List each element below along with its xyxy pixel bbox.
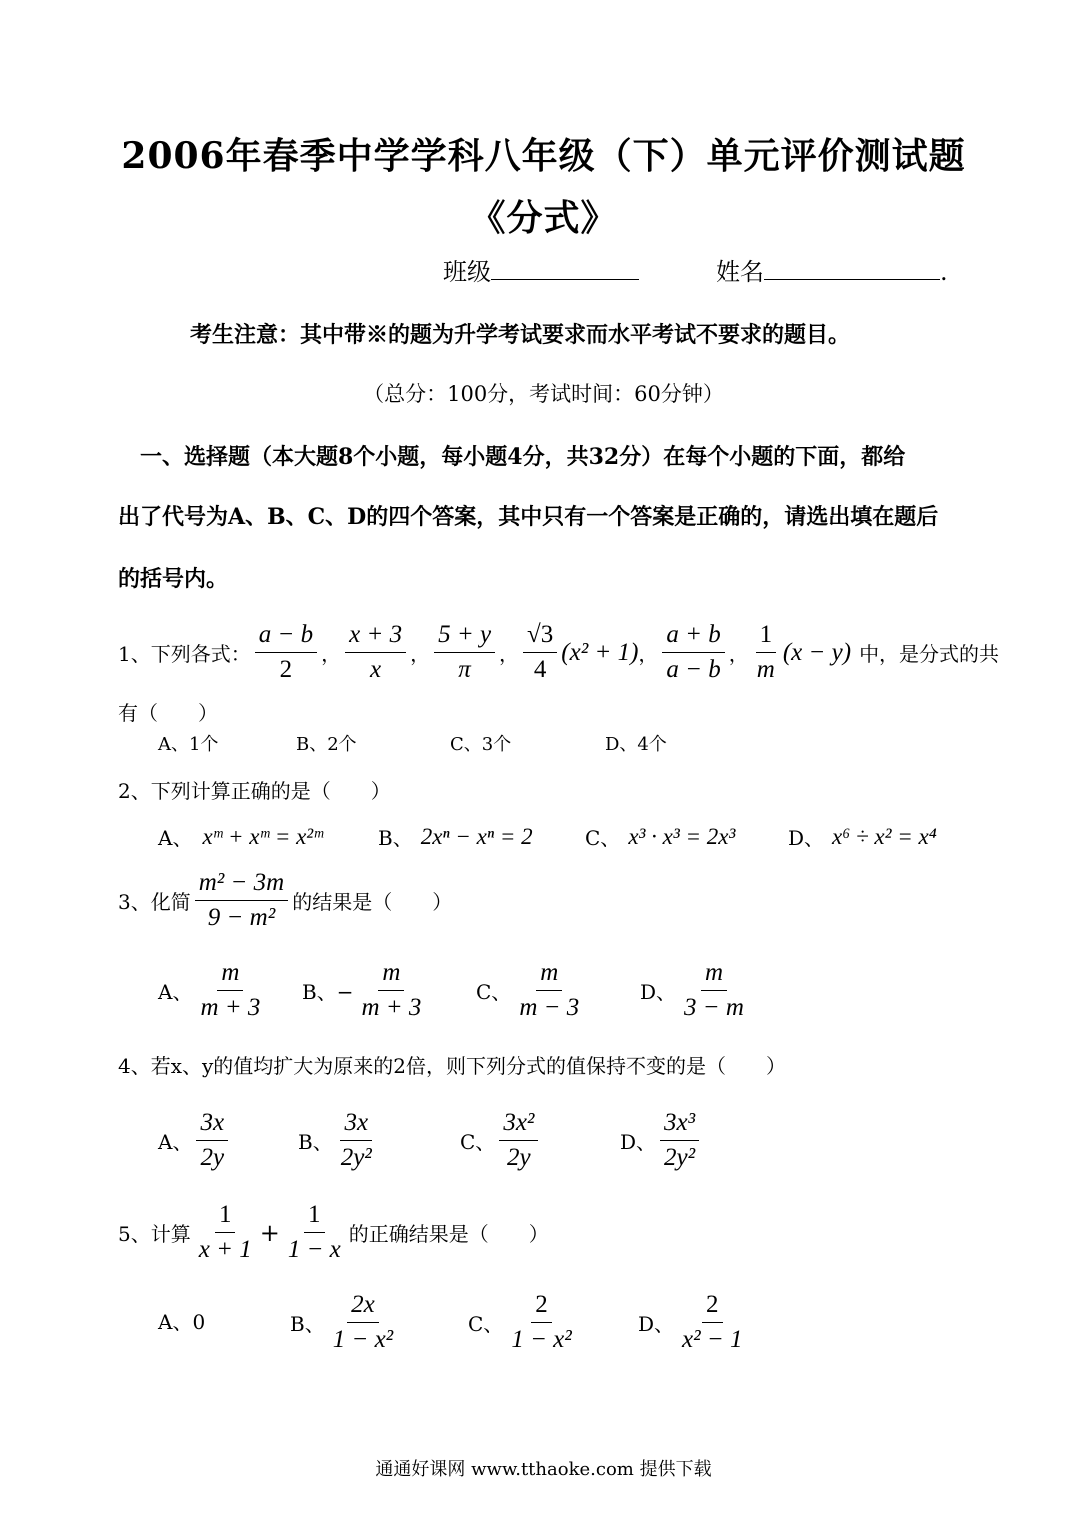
q3-c-num: m (536, 958, 562, 991)
q1-f6-num: 1 (756, 620, 777, 653)
q4-lead: 4、若x、y的值均扩大为原来的2倍，则下列分式的值保持不变的是（ ） (118, 1054, 787, 1078)
q1-f3-den: π (458, 656, 471, 683)
name-label: 姓名 (716, 258, 764, 286)
q1-fraction-1 (255, 620, 317, 685)
q5-tail: 的正确结果是（ ） (348, 1222, 549, 1246)
q4-d-num: 3x³ (660, 1108, 699, 1141)
q3-option-c (476, 958, 587, 1023)
q3-fraction (195, 868, 288, 933)
q4-c-fraction (499, 1108, 538, 1173)
q3-a-label: A、 (158, 980, 193, 1004)
q1-fraction-4 (523, 620, 557, 685)
q1-lead: 1、下列各式： (118, 642, 251, 666)
section1-line3: 的括号内。 (118, 566, 229, 592)
q5-option-a: A、0 (158, 1310, 206, 1334)
exam-notice: 考生注意：其中带※的题为升学考试要求而水平考试不要求的题目。 (190, 322, 851, 348)
q1-f4-tail: (x² + 1) (561, 638, 639, 666)
page-title: 2006年春季中学学科八年级（下）单元评价测试题 (121, 135, 966, 177)
q2-d-label: D、 (788, 826, 825, 850)
q1-option-d: D、4个 (605, 734, 667, 755)
q5-d-fraction (678, 1290, 746, 1355)
q1-f4-num: √3 (523, 620, 557, 653)
q5-option-d (638, 1290, 751, 1355)
q2-b-expr: 2xⁿ − xⁿ = 2 (420, 823, 533, 849)
q1-f2-num: x + 3 (345, 620, 406, 653)
q5-plus: + (259, 1218, 280, 1247)
q3-c-label: C、 (476, 980, 512, 1004)
q3-a-num: m (217, 958, 243, 991)
q5-d-num: 2 (702, 1290, 723, 1323)
q1-option-c: C、3个 (450, 734, 512, 755)
q1-f4-den: 4 (533, 656, 547, 683)
q3-a-den: m + 3 (200, 994, 261, 1021)
q1-f6-den: m (756, 656, 775, 683)
q2-lead: 2、下列计算正确的是（ ） (118, 779, 391, 803)
q5-fraction-2 (284, 1200, 345, 1265)
q5-b-num: 2x (347, 1290, 379, 1323)
section1-line2: 出了代号为A、B、C、D的四个答案，其中只有一个答案是正确的，请选出填在题后 (118, 504, 939, 530)
q2-c-expr: x³ · x³ = 2x³ (628, 823, 736, 849)
q4-a-den: 2y (200, 1144, 225, 1171)
q1-fraction-6 (753, 620, 779, 685)
question-3 (118, 868, 452, 933)
q4-option-c (460, 1108, 542, 1173)
q4-c-num: 3x² (499, 1108, 538, 1141)
q4-a-label: A、 (158, 1130, 193, 1154)
q5-d-den: x² − 1 (682, 1326, 743, 1353)
q4-d-fraction (660, 1108, 699, 1173)
q4-b-num: 3x (340, 1108, 372, 1141)
q5-lead: 5、计算 (118, 1222, 191, 1246)
q3-option-d (640, 958, 752, 1023)
q1-line2: 有（ ） (118, 701, 218, 725)
q1-f6-tail: (x − y) (782, 638, 852, 666)
class-field (443, 252, 639, 287)
q1-f1-num: a − b (255, 620, 317, 653)
q1-option-b: B、2个 (296, 734, 357, 755)
q5-option-b (290, 1290, 401, 1355)
name-field (716, 252, 948, 287)
q3-f-den: 9 − m² (207, 904, 276, 931)
class-label: 班级 (443, 258, 491, 286)
q1-f5-den: a − b (666, 656, 721, 683)
q3-d-num: m (701, 958, 727, 991)
q4-d-label: D、 (620, 1130, 657, 1154)
q1-fraction-3 (434, 620, 495, 685)
q4-b-fraction (337, 1108, 376, 1173)
q5-c-num: 2 (531, 1290, 552, 1323)
q1-f1-den: 2 (279, 656, 293, 683)
q3-option-a (158, 958, 268, 1023)
q3-b-fraction (357, 958, 425, 1023)
q1-f3-num: 5 + y (434, 620, 495, 653)
q4-c-label: C、 (460, 1130, 496, 1154)
q3-c-fraction (515, 958, 583, 1023)
q2-a-expr: xᵐ + xᵐ = x²ᵐ (202, 823, 323, 849)
q1-fraction-5 (662, 620, 724, 685)
question-5 (118, 1200, 549, 1265)
q5-f1-den: x + 1 (198, 1236, 252, 1263)
q3-b-num: m (378, 958, 404, 991)
q3-b-den: m + 3 (361, 994, 422, 1021)
q3-a-fraction (196, 958, 264, 1023)
q2-d-expr: x⁶ ÷ x² = x⁴ (832, 823, 937, 849)
q4-b-den: 2y² (340, 1144, 372, 1171)
q1-tail: 中，是分式的共 (859, 642, 1000, 666)
page-footer: 通通好课网 www.tthaoke.com 提供下载 (375, 1459, 712, 1480)
q5-c-den: 1 − x² (511, 1326, 572, 1353)
q5-c-label: C、 (468, 1312, 504, 1336)
q3-c-den: m − 3 (519, 994, 580, 1021)
q4-a-num: 3x (196, 1108, 228, 1141)
q4-option-d (620, 1108, 703, 1173)
q4-a-fraction (196, 1108, 228, 1173)
q2-option-b (378, 822, 533, 851)
question-1: 1、下列各式： $\frac{a - b}{2}$ ， $\frac{x + 3}{x}$ ， $\frac{5 + y}{\pi}$ ， $\frac{√3}{4}$ (x² + 1) ， $\frac{a + b}{a - b}$ ， $\frac{1}{m}$ (x − y) 中，是分式的共 (118, 621, 1000, 683)
section1-line1: 一、选择题（本大题8个小题，每小题4分，共32分）在每个小题的下面，都给 (140, 444, 906, 470)
q5-f1-num: 1 (215, 1200, 236, 1233)
page-subtitle: 《分式》 (469, 197, 618, 239)
q2-c-label: C、 (585, 826, 621, 850)
q5-c-fraction (507, 1290, 575, 1355)
q1-option-a: A、1个 (158, 734, 219, 755)
q3-f-num: m² − 3m (195, 868, 288, 901)
q2-option-a (158, 822, 323, 851)
q5-fraction-1 (195, 1200, 256, 1265)
q3-d-fraction (680, 958, 748, 1023)
q5-option-c (468, 1290, 580, 1355)
q1-f5-num: a + b (662, 620, 724, 653)
q3-tail: 的结果是（ ） (292, 890, 453, 914)
q3-lead: 3、化简 (118, 890, 191, 914)
q4-d-den: 2y² (664, 1144, 696, 1171)
q3-d-label: D、 (640, 980, 677, 1004)
q3-option-b (302, 958, 429, 1023)
q2-option-d (788, 822, 937, 851)
q5-f2-num: 1 (304, 1200, 325, 1233)
q4-option-a (158, 1108, 232, 1173)
q5-b-fraction (329, 1290, 397, 1355)
q3-d-den: 3 − m (684, 994, 744, 1021)
q5-b-den: 1 − x² (332, 1326, 394, 1353)
q2-b-label: B、 (378, 826, 413, 850)
q4-c-den: 2y (507, 1144, 531, 1171)
score-info: （总分：100分，考试时间：60分钟） (363, 382, 724, 406)
q2-option-c (585, 822, 735, 851)
q1-f2-den: x (370, 656, 382, 683)
q4-b-label: B、 (298, 1130, 333, 1154)
name-end: . (940, 258, 948, 286)
class-blank (491, 253, 639, 280)
q5-b-label: B、 (290, 1312, 325, 1336)
q1-fraction-2 (345, 620, 406, 685)
q5-d-label: D、 (638, 1312, 675, 1336)
q2-a-label: A、 (158, 826, 193, 850)
name-blank (764, 253, 940, 280)
q5-f2-den: 1 − x (287, 1236, 341, 1263)
q3-b-label: B、− (302, 980, 354, 1004)
q4-option-b (298, 1108, 380, 1173)
